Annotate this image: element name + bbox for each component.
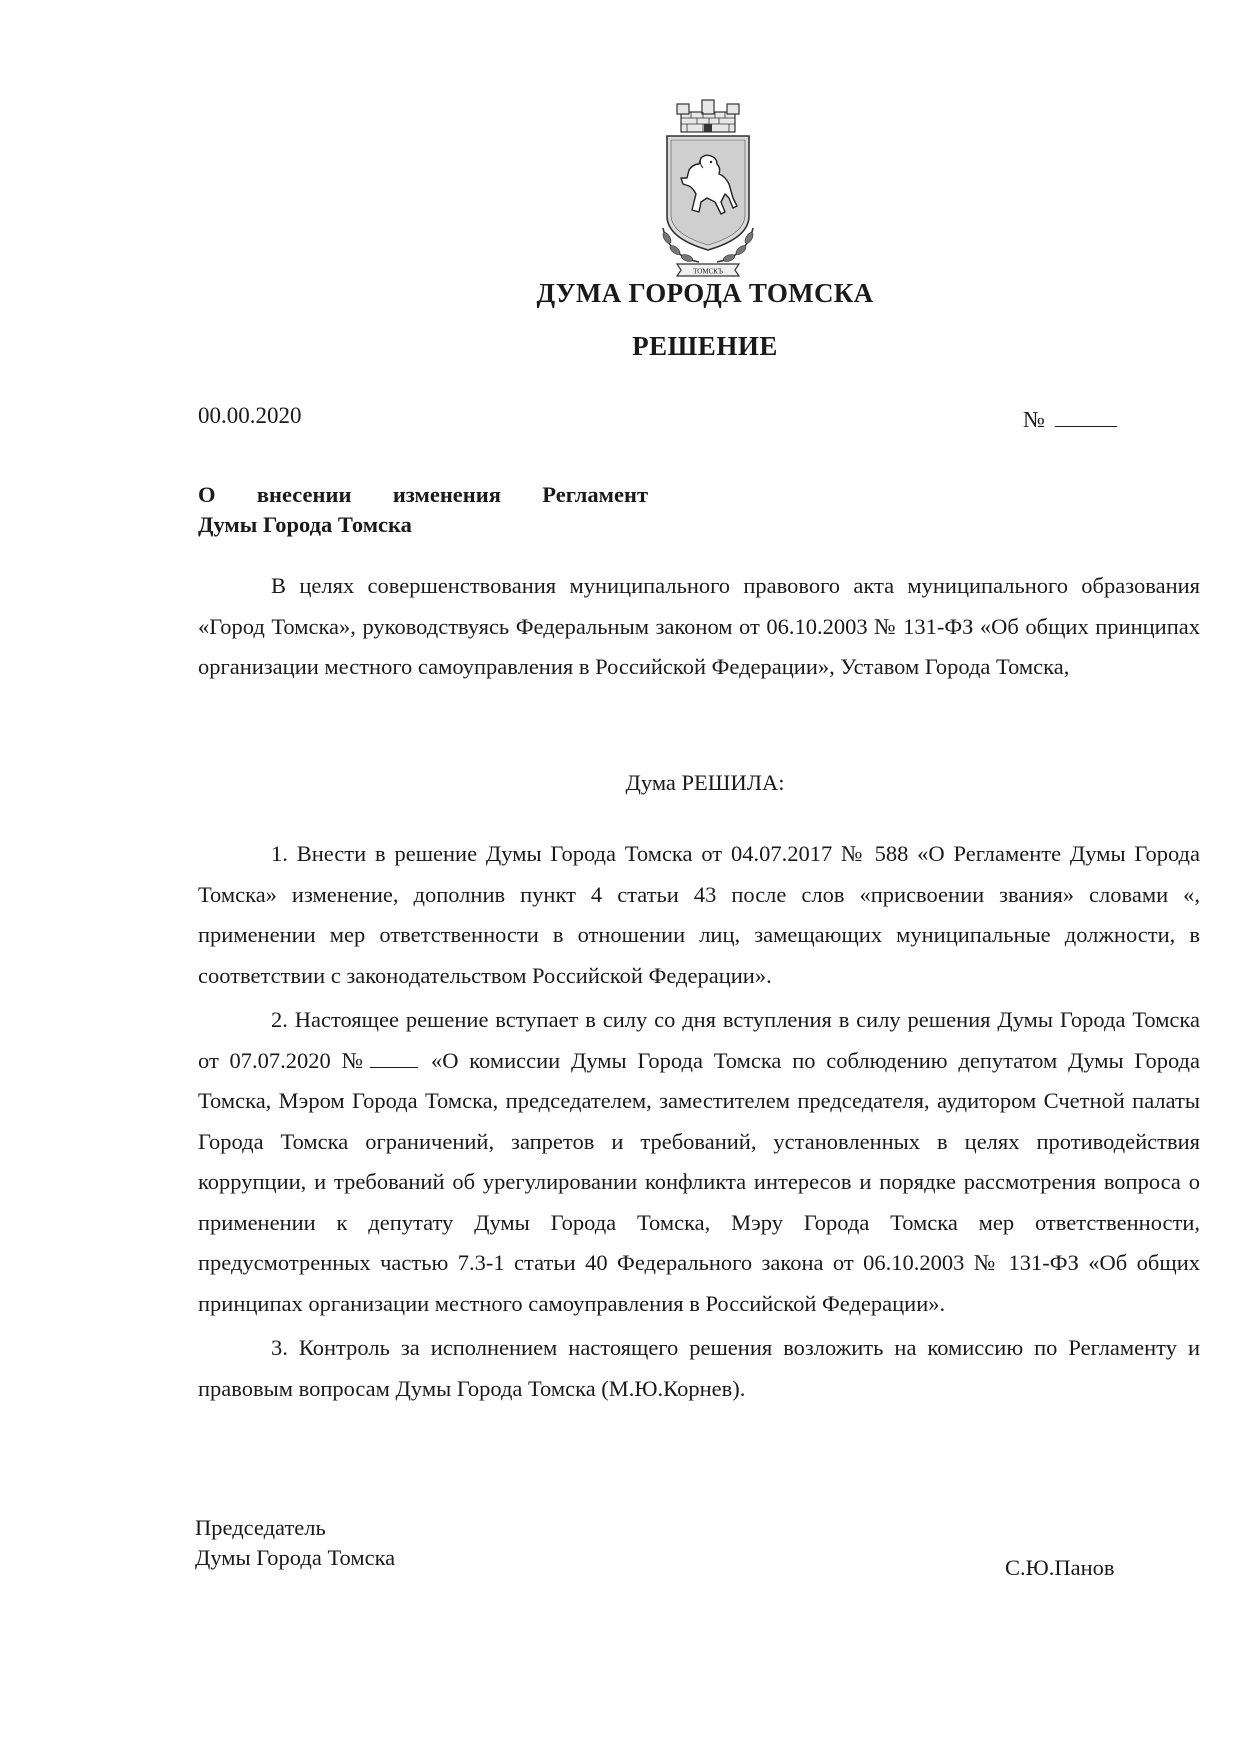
position-line-1: Председатель [195,1515,326,1540]
item-1: 1. Внести в решение Думы Города Томска от 04.07.2017 № 588 «О Регламенте Думы Города Томска» изменение, дополнив пункт 4 статьи 43 после слов «присвоении звания» словами «, применении мер ответственности в отношении лиц, замещающих муниципальные должности, в соответствии с законодательством Российской Федерации». [198,841,1200,988]
number-blank-line [1055,406,1117,427]
decision-items [198,834,1200,1413]
item-2-part-1: 2. Настоящее решение вступает в силу со дня вступления в силу решения Думы Города Томска от 07.07.2020 № [198,1007,1200,1073]
svg-text:ТОМСКЪ: ТОМСКЪ [693,267,723,276]
document-number [1023,406,1117,433]
organization-title: ДУМА ГОРОДА ТОМСКА [536,278,874,308]
subject-line-1: О внесении изменения Регламент [198,482,648,507]
decided-heading: Дума РЕШИЛА: [625,770,785,795]
item-2-number-blank [370,1049,418,1068]
document-subject [198,480,648,540]
preamble-text: В целях совершенствования муниципального правового акта муниципального образования «Город Томска», руководствуясь Федеральным законом от 06.10.2003 № 131-ФЗ «Об общих принципах организации местного самоуправления в Российской Федерации», Уставом Города Томска, [198,573,1200,679]
item-2-part-2: «О комиссии Думы Города Томска по соблюдению депутатом Думы Города Томска, Мэром Города Томска, председателем, заместителем председателя, аудитором Счетной палаты Города Томска ограничений, запретов и требований, установленных в целях противодействия коррупции, и требований об урегулировании конфликта интересов и порядке рассмотрения вопроса о применении к депутату Думы Города Томска, Мэру Города Томска мер ответственности, предусмотренных частью 7.3-1 статьи 40 Федерального закона от 06.10.2003 № 131-ФЗ «Об общих принципах организации местного самоуправления в Российской Федерации». [198,1047,1200,1316]
preamble [198,566,1200,688]
document-date: 00.00.2020 [198,403,302,428]
signatory-name: С.Ю.Панов [1005,1555,1115,1580]
tomsk-coat-of-arms-icon [659,98,757,282]
item-3: 3. Контроль за исполнением настоящего решения возложить на комиссию по Регламенту и правовым вопросам Думы Города Томска (М.Ю.Корнев). [198,1335,1200,1401]
number-label: № [1023,407,1045,432]
position-line-2: Думы Города Томска [195,1545,396,1570]
subject-line-2: Думы Города Томска [198,512,412,537]
document-type: РЕШЕНИЕ [632,331,778,361]
signatory-position [195,1513,395,1573]
item-2 [198,1000,1200,1324]
